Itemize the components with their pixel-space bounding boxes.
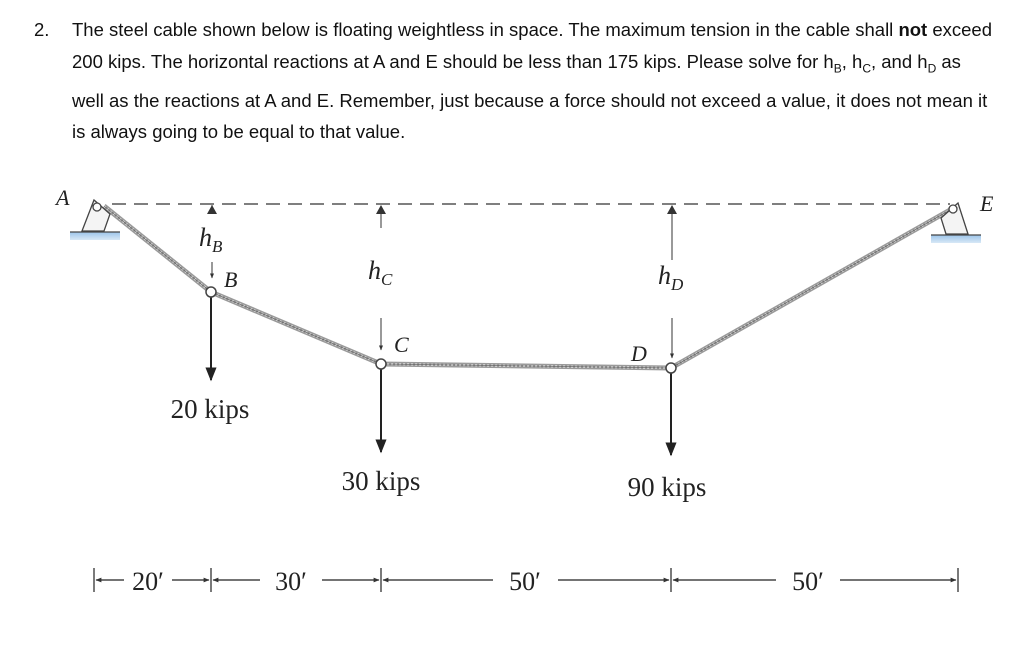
support-e-label: E — [980, 191, 994, 216]
span-bc-label: 30′ — [275, 567, 307, 596]
problem-text: The steel cable shown below is floating weightless in space. The maximum tension in the cable shall not exceed 200 kips. The horizontal reactions at A and E should be less than 175 kips. Please solve for $h_B$, $h_C$, and $h_D$ as well as the reactions at A and E. Remember, just because a force should not exceed a value, it does not mean it is always going to be equal to that value. — [72, 19, 992, 143]
span-ab-label: 20′ — [132, 567, 164, 596]
support-e — [931, 203, 981, 243]
point-b-label: B — [224, 267, 238, 292]
joint-d — [666, 363, 676, 373]
load-b-label: 20 kips — [170, 394, 250, 424]
load-c-label: 30 kips — [341, 466, 421, 496]
span-de-label: 50′ — [792, 567, 824, 596]
load-d-label: 90 kips — [627, 472, 707, 502]
joint-c — [376, 359, 386, 369]
support-a — [70, 200, 120, 240]
emphasis-not: not — [898, 19, 928, 40]
point-c-label: C — [394, 332, 409, 357]
joint-b — [206, 287, 216, 297]
hb-label: $h_B$ — [199, 223, 223, 256]
problem-number: 2. — [34, 19, 50, 40]
span-cd-label: 50′ — [509, 567, 541, 596]
hc-label: $h_C$ — [368, 256, 393, 289]
point-d-label: D — [631, 341, 647, 366]
support-a-label: A — [56, 185, 70, 210]
hd-label: $h_D$ — [658, 261, 684, 294]
